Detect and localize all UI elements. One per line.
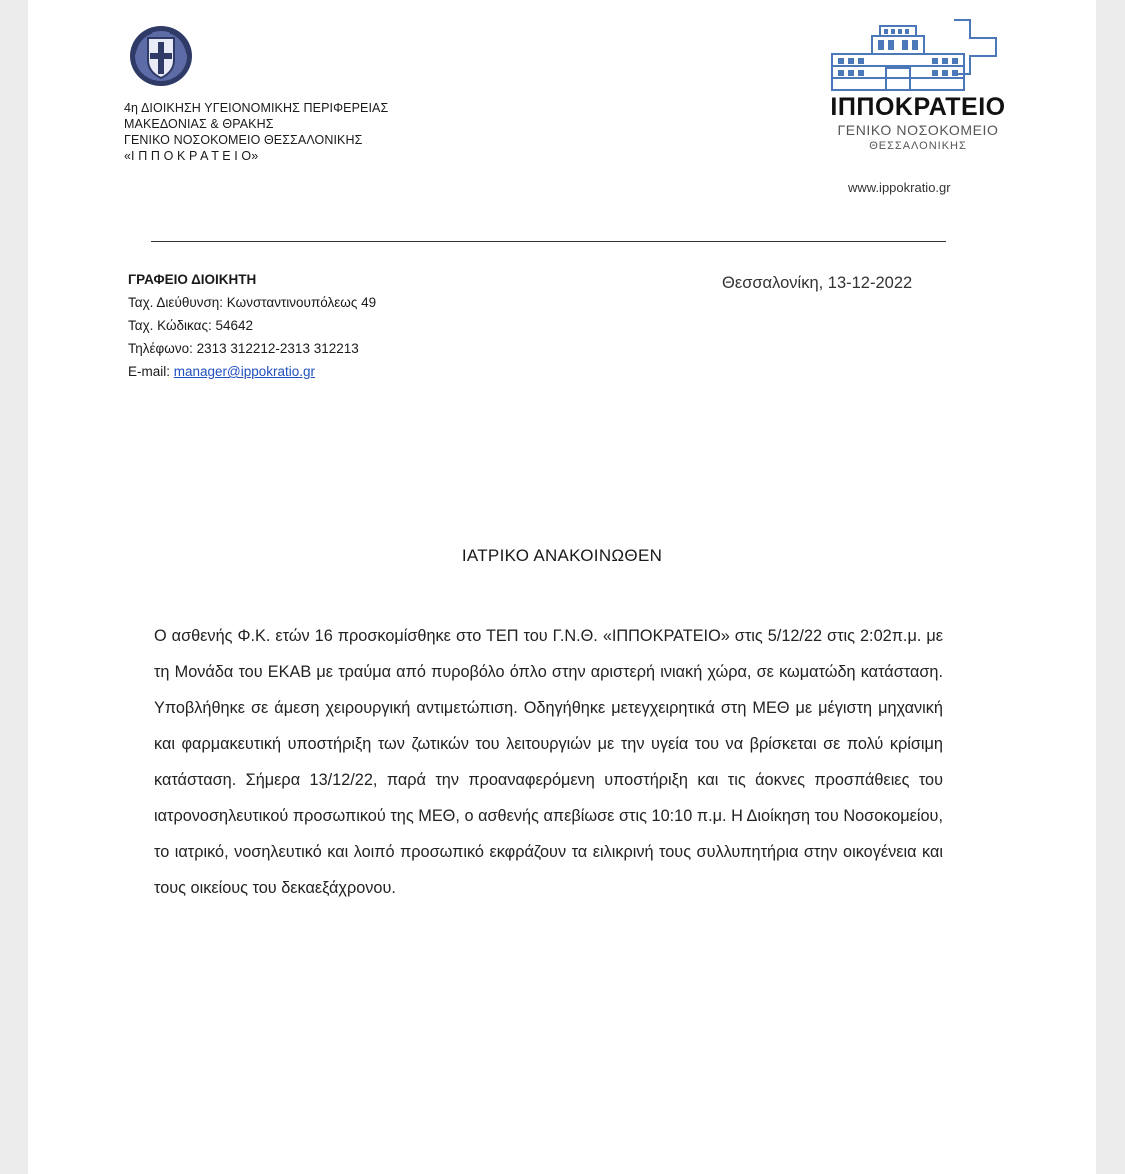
office-block bbox=[128, 268, 376, 383]
office-postal-code: Ταχ. Κώδικας: 54642 bbox=[128, 318, 253, 333]
document-body bbox=[154, 618, 943, 906]
office-address: Ταχ. Διεύθυνση: Κωνσταντινουπόλεως 49 bbox=[128, 295, 377, 310]
hospital-website: www.ippokratio.gr bbox=[848, 180, 951, 195]
office-title: ΓΡΑΦΕΙΟ ΔΙΟΙΚΗΤΗ bbox=[128, 272, 257, 287]
body-paragraph: Ο ασθενής Φ.Κ. ετών 16 προσκομίσθηκε στο ΤΕΠ του Γ.Ν.Θ. «ΙΠΠΟΚΡΑΤΕΙΟ» στις 5/12/22 στις 2:02π.μ. με τη Μονάδα του ΕΚΑΒ με τραύμα από πυροβόλο όπλο στην αριστερή ινιακή χώρα, σε κωματώδη κατάσταση. Υποβλήθηκε σε άμεση χειρουργική αντιμετώπιση. Οδηγήθηκε μετεγχειρητικά στη ΜΕΘ με μέγιστη μηχανική και φαρμακευτική υποστήριξη των ζωτικών του λειτουργιών με την υγεία του να βρίσκεται σε πολύ κρίσιμη κατάσταση. Σήμερα 13/12/22, παρά την προαναφερόμενη υποστήριξη και τις άοκνες προσπάθειες του ιατρονοσηλευτικού προσωπικού της ΜΕΘ, ο ασθενής απεβίωσε στις 10:10 π.μ. Η Διοίκηση του Νοσοκομείου, το ιατρικό, νοσηλευτικό και λοιπό προσωπικό εκφράζουν τα ειλικρινή τους συλλυπητήρια στην οικογένεια και τους οικείους του δεκαεξάχρονου. bbox=[154, 627, 943, 897]
viewer-margin-right bbox=[1096, 0, 1125, 1174]
email-link[interactable]: manager@ippokratio.gr bbox=[173, 364, 316, 379]
issuer-line: «Ι Π Π Ο Κ Ρ Α Τ Ε Ι Ο» bbox=[124, 149, 259, 163]
document-page bbox=[28, 0, 1096, 1174]
email-label: E-mail: bbox=[128, 364, 174, 379]
issuer-line: 4η ΔΙΟΙΚΗΣΗ ΥΓΕΙΟΝΟΜΙΚΗΣ ΠΕΡΙΦΕΡΕΙΑΣ bbox=[124, 101, 389, 115]
issuer-block bbox=[124, 100, 388, 164]
hospital-building-cross-icon bbox=[828, 16, 1008, 96]
document-date: Θεσσαλονίκη, 13-12-2022 bbox=[722, 274, 913, 292]
issuer-line: ΓΕΝΙΚΟ ΝΟΣΟΚΟΜΕΙΟ ΘΕΣΣΑΛΟΝΙΚΗΣ bbox=[124, 133, 363, 147]
hospital-city: ΘΕΣΣΑΛΟΝΙΚΗΣ bbox=[869, 140, 967, 152]
viewer-margin-left bbox=[0, 0, 28, 1174]
office-email-row bbox=[128, 360, 376, 383]
hospital-subtitle: ΓΕΝΙΚΟ ΝΟΣΟΚΟΜΕΙΟ bbox=[837, 122, 999, 138]
greek-state-emblem-icon bbox=[128, 24, 194, 88]
office-phone: Τηλέφωνο: 2313 312212-2313 312213 bbox=[128, 341, 359, 356]
document-title: ΙΑΤΡΙΚΟ ΑΝΑΚΟΙΝΩΘΕΝ bbox=[461, 546, 663, 565]
hospital-name: ΙΠΠΟΚΡΑΤΕΙΟ bbox=[830, 93, 1006, 121]
issuer-line: ΜΑΚΕΔΟΝΙΑΣ & ΘΡΑΚΗΣ bbox=[124, 117, 274, 131]
header-divider bbox=[151, 241, 946, 242]
